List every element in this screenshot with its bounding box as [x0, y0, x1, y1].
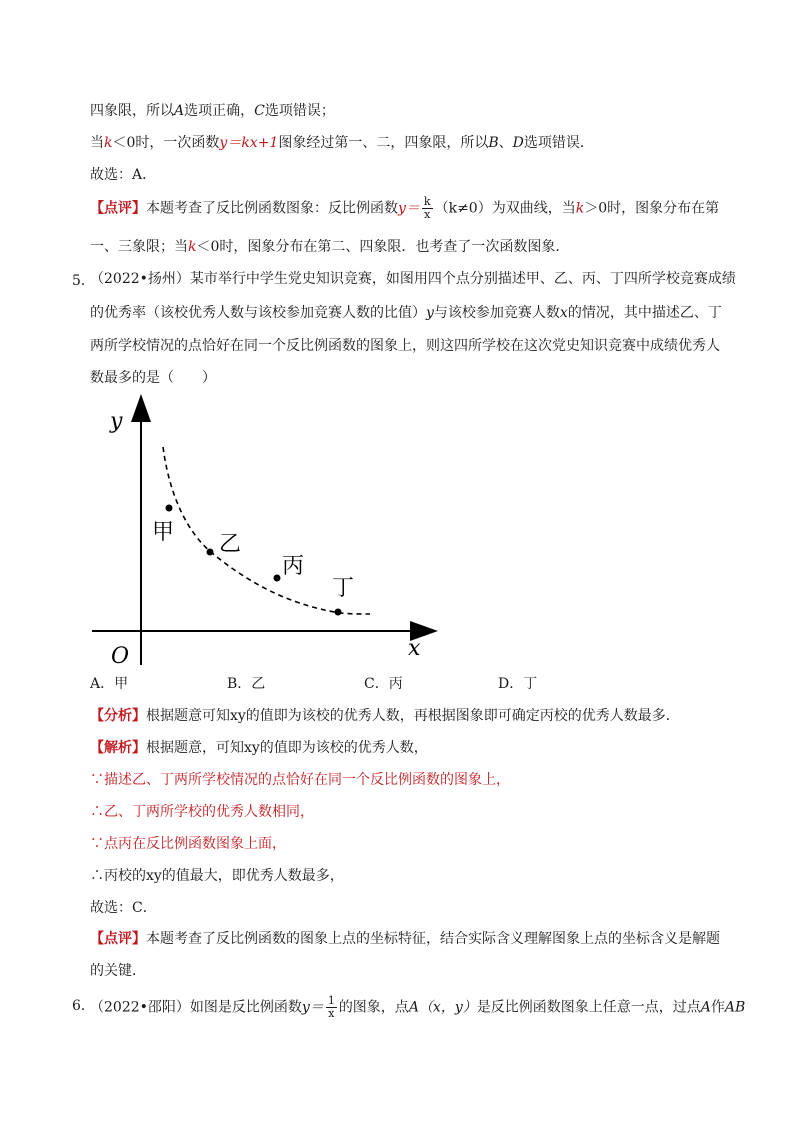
text: 根据题意可知xy的值即为该校的优秀人数，再根据图象即可确定丙校的优秀人数最多． [146, 708, 680, 724]
point-yi [207, 549, 214, 556]
point-bing [274, 575, 281, 582]
equation: y＝ [398, 200, 420, 217]
text: 是反比例函数图象上任意一点，过点 [476, 999, 701, 1016]
var-k: k [104, 135, 113, 151]
q5-line-3: 两所学校情况的点恰好在同一个反比例函数的图象上，则这四所学校在这次党史知识竞赛中成绩优秀人 [90, 338, 720, 354]
text: （k≠0）为双曲线，当 [434, 200, 576, 217]
numerator: 1 [327, 994, 335, 1007]
text: ＜0时，一次函数 [112, 135, 220, 151]
point-a: A（x，y） [408, 999, 477, 1016]
label-yi: 乙 [219, 532, 242, 557]
numerator: k [423, 195, 431, 208]
var-y: y [426, 305, 434, 321]
text: （2022•邵阳）如图是反比例函数 [90, 999, 302, 1016]
var-k: k [188, 239, 197, 255]
prev-comment-line-2 [90, 238, 569, 256]
fraction [422, 196, 433, 221]
text: 选项错误． [523, 135, 594, 151]
text: 与该校参加竞赛人数 [433, 305, 560, 321]
q5-line-4: 数最多的是（ ） [90, 370, 216, 386]
prev-line-1 [90, 102, 335, 120]
text: 四象限，所以 [90, 103, 174, 119]
text: 选项错误； [264, 103, 335, 119]
solution [90, 739, 428, 757]
text: 根据题意，可知xy的值即为该校的优秀人数， [146, 740, 428, 756]
hyperbola-curve [163, 447, 370, 614]
denominator: x [424, 208, 431, 221]
q6-line-1 [90, 995, 745, 1020]
text: 一、三象限；当 [90, 239, 188, 255]
question-number: 5． [72, 273, 95, 289]
point-jia [166, 505, 173, 512]
point-letter: A [700, 999, 711, 1016]
solution-step-4: ∴丙校的xy的值最大，即优秀人数最多， [90, 868, 344, 884]
comment-tag: 【点评】 [90, 200, 146, 217]
option-letter: B [488, 135, 499, 151]
label-ding: 丁 [332, 576, 355, 601]
option-letter: A [174, 103, 185, 119]
analysis-tag: 【分析】 [90, 708, 146, 724]
text: 的优秀率（该校优秀人数与该校参加竞赛人数的比值） [90, 305, 426, 321]
option-d: D．丁 [498, 676, 538, 692]
text: ＜0时，图象分布在第二、四象限．也考查了一次函数图象． [196, 239, 570, 255]
fraction [326, 995, 337, 1020]
label-jia: 甲 [152, 520, 175, 545]
solution-step-2: ∴乙、丁两所学校的优秀人数相同， [90, 804, 314, 820]
text: ＞0时，图象分布在第 [584, 200, 720, 217]
comment-tag: 【点评】 [90, 931, 146, 947]
equation: y＝kx+1 [219, 135, 279, 151]
q5-answer: 故选：C． [90, 900, 157, 916]
point-ding [335, 609, 342, 616]
text: 的图象，点 [338, 999, 409, 1016]
text: 的情况，其中描述乙、丁 [567, 305, 722, 321]
solution-step-3: ∵点丙在反比例函数图象上面， [90, 836, 286, 852]
text: 作 [710, 999, 725, 1016]
q5-comment-line-2: 的关键． [90, 963, 146, 979]
solution-step-1: ∵描述乙、丁两所学校情况的点恰好在同一个反比例函数的图象上， [90, 772, 510, 788]
analysis [90, 707, 680, 725]
text: 当 [90, 135, 104, 151]
var-x: x [559, 305, 568, 321]
prev-line-2 [90, 134, 594, 152]
text: 、 [498, 135, 513, 151]
origin-label: O [111, 644, 130, 669]
q5-comment-line-1 [90, 930, 720, 948]
option-a: A．甲 [90, 676, 129, 692]
option-b: B．乙 [227, 676, 266, 692]
text: 选项正确， [184, 103, 255, 119]
denominator: x [328, 1007, 335, 1020]
segment-ab: AB [724, 999, 746, 1016]
x-axis-label: x [408, 636, 421, 661]
solution-tag: 【解析】 [90, 740, 146, 756]
q5-line-2 [90, 304, 722, 322]
question-number: 6． [72, 998, 95, 1014]
prev-comment-line-1 [90, 196, 719, 221]
var-k: k [575, 200, 585, 217]
text: 图象经过第一、二，四象限，所以 [278, 135, 489, 151]
equation: y＝ [301, 999, 324, 1016]
option-letter: D [512, 135, 524, 151]
y-axis-label: y [110, 409, 123, 434]
prev-answer: 故选：A． [90, 167, 157, 183]
option-letter: C [254, 103, 265, 119]
text: 本题考查了反比例函数的图象上点的坐标特征，结合实际含义理解图象上点的坐标含义是解题 [146, 931, 720, 947]
q5-line-1: （2022•扬州）某市举行中学生党史知识竞赛，如图用四个点分别描述甲、乙、丙、丁四所学校竞赛成绩 [90, 271, 736, 287]
label-bing: 丙 [282, 554, 305, 579]
option-c: C．丙 [364, 676, 403, 692]
text: 本题考查了反比例函数图象：反比例函数 [146, 200, 398, 217]
